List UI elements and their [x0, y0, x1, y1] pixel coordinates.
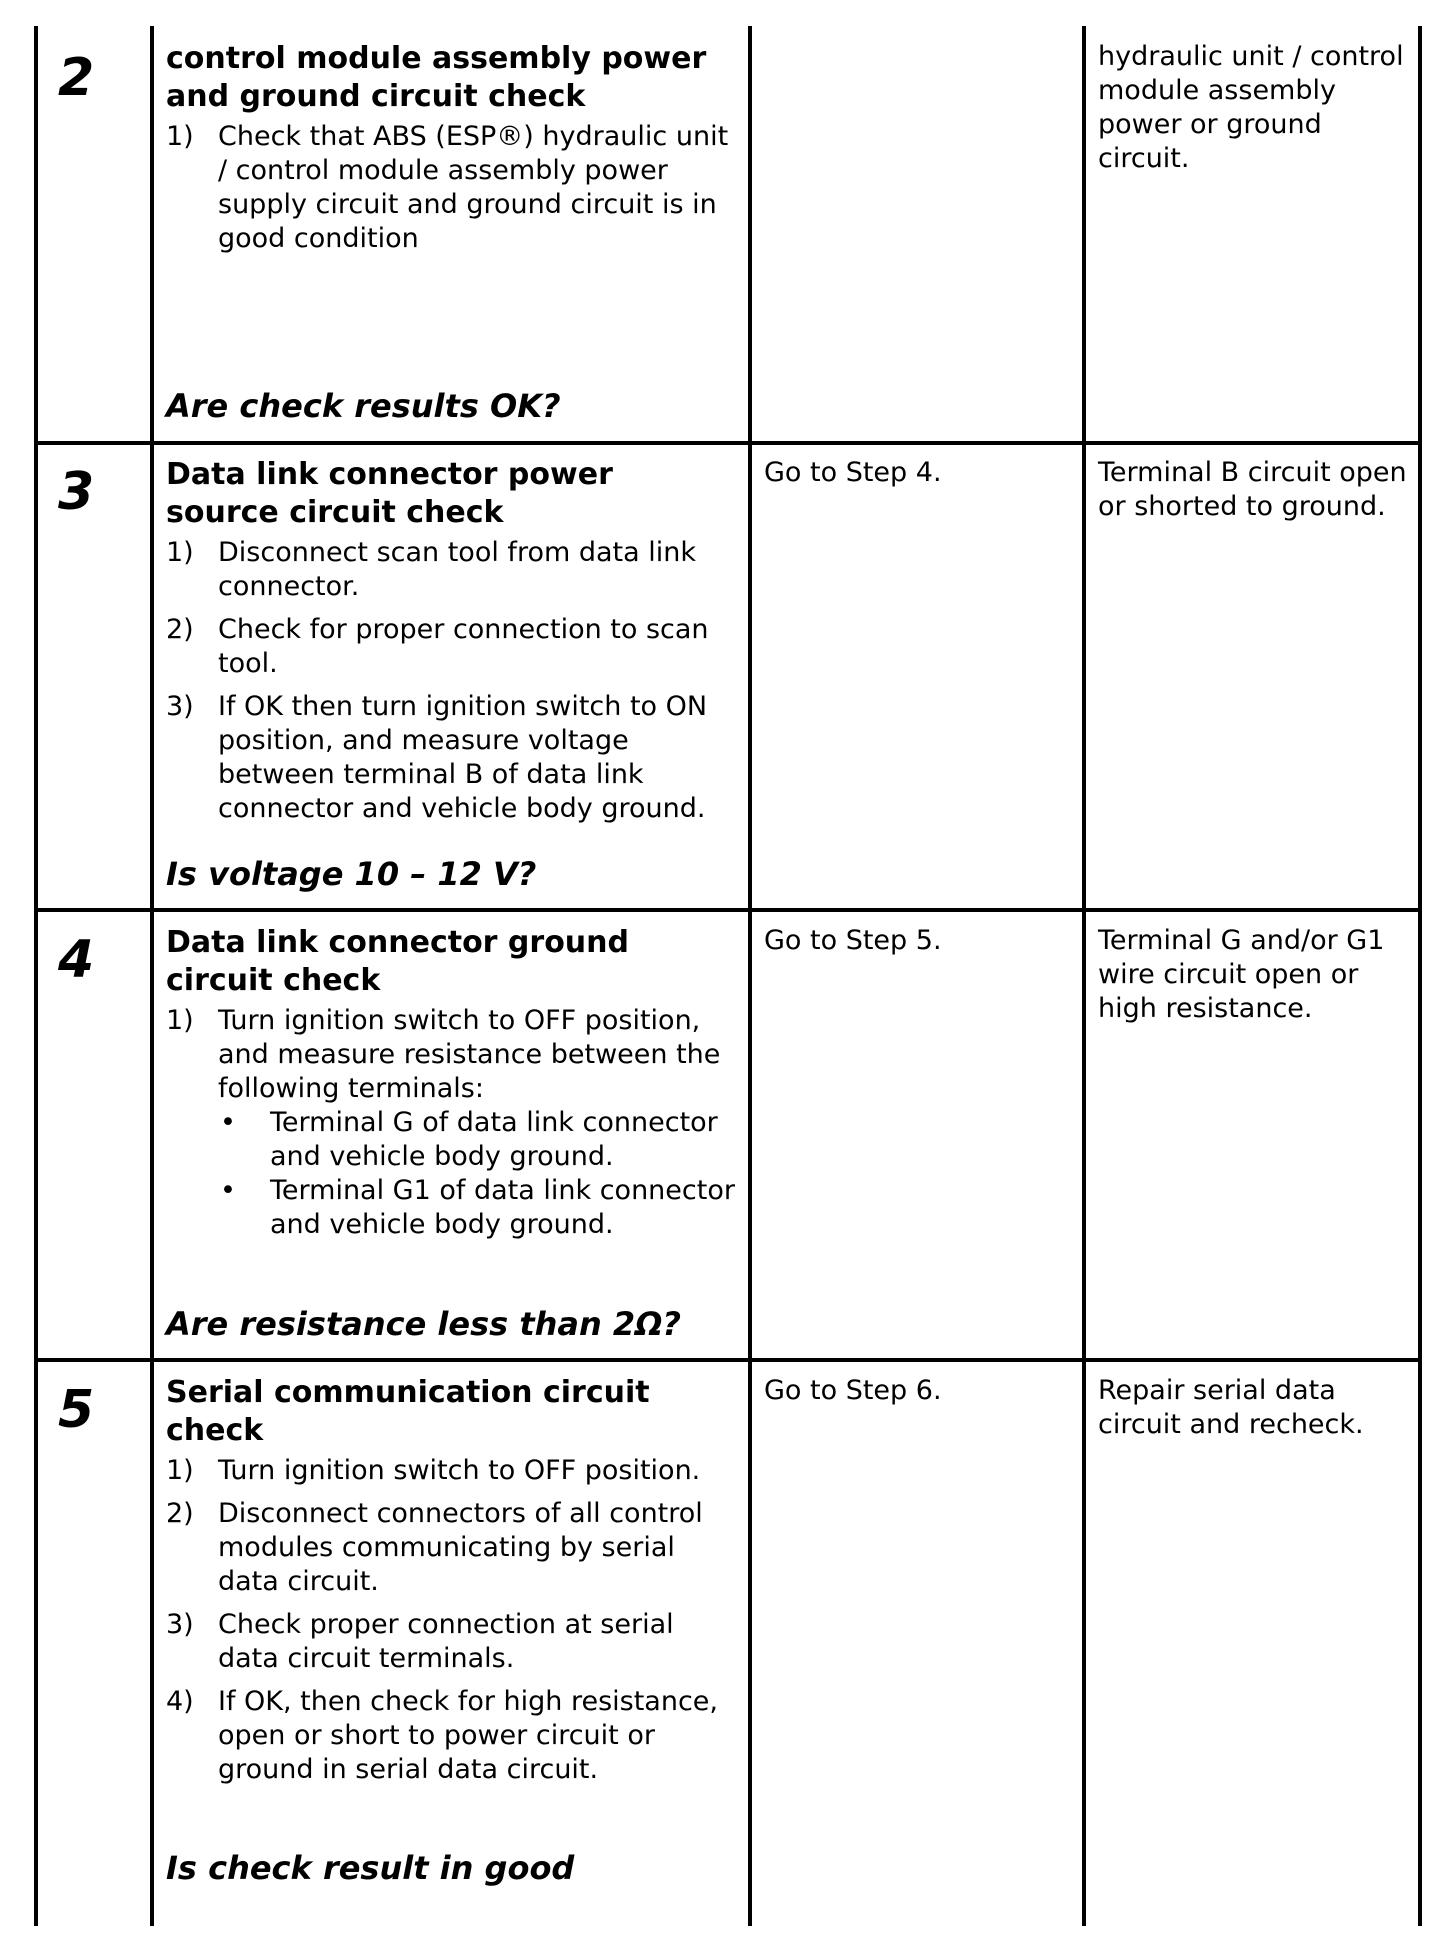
step-number: 5	[58, 1380, 95, 1440]
terminal-item	[218, 1106, 736, 1174]
result-no: Terminal G and/or G1 wire circuit open or high resistance.	[1098, 925, 1385, 1024]
result-yes: Go to Step 6.	[764, 1375, 942, 1406]
result-no: hydraulic unit / control module assembly power or ground circuit.	[1098, 41, 1404, 174]
procedure-item	[166, 613, 736, 681]
procedure-list	[166, 536, 736, 826]
step-procedure	[166, 40, 736, 265]
procedure-item-number: 1)	[166, 1005, 194, 1036]
step-question: Is check result in good	[166, 1849, 575, 1887]
step-question: Is voltage 10 – 12 V?	[166, 855, 537, 893]
terminal-item	[218, 1174, 736, 1242]
procedure-item	[166, 1004, 736, 1242]
procedure-item-text: Turn ignition switch to OFF position, and measure resistance between the following terminals:	[218, 1005, 721, 1104]
bullet-icon: •	[220, 1175, 236, 1206]
procedure-item-text: Check proper connection at serial data circuit terminals.	[218, 1609, 674, 1674]
procedure-item-text: Turn ignition switch to OFF position.	[218, 1455, 701, 1486]
step-procedure	[166, 924, 736, 1251]
result-yes: Go to Step 5.	[764, 925, 942, 956]
step-procedure	[166, 456, 736, 835]
procedure-item-text: Check that ABS (ESP®) hydraulic unit / control module assembly power supply circuit and ground circuit is in good condition	[218, 121, 729, 254]
step-procedure	[166, 1374, 736, 1796]
procedure-item-number: 3)	[166, 1609, 194, 1640]
procedure-list	[166, 1454, 736, 1787]
procedure-item	[166, 690, 736, 826]
step-title: Data link connector power source circuit check	[166, 457, 613, 530]
procedure-item-number: 3)	[166, 691, 194, 722]
procedure-item-number: 1)	[166, 1455, 194, 1486]
procedure-item-number: 1)	[166, 121, 194, 152]
procedure-item-text: Check for proper connection to scan tool.	[218, 614, 709, 679]
result-yes: Go to Step 4.	[764, 457, 942, 488]
step-title: Serial communication circuit check	[166, 1375, 650, 1448]
row-divider-2-3	[34, 441, 1422, 445]
row-divider-4-5	[34, 1358, 1422, 1362]
column-divider-yes	[1082, 26, 1086, 1926]
terminal-item-text: Terminal G1 of data link connector and vehicle body ground.	[270, 1175, 735, 1240]
step-title: Data link connector ground circuit check	[166, 925, 629, 998]
terminal-list	[218, 1106, 736, 1242]
table-border-left	[34, 26, 38, 1926]
procedure-item-number: 1)	[166, 537, 194, 568]
column-divider-step	[150, 26, 154, 1926]
procedure-item-text: Disconnect connectors of all control modules communicating by serial data circuit.	[218, 1498, 703, 1597]
result-no: Terminal B circuit open or shorted to ground.	[1098, 457, 1407, 522]
procedure-list	[166, 120, 736, 256]
step-number: 3	[58, 462, 95, 522]
procedure-item-text: If OK, then check for high resistance, open or short to power circuit or ground in serial data circuit.	[218, 1686, 719, 1785]
procedure-item-number: 4)	[166, 1686, 194, 1717]
result-no: Repair serial data circuit and recheck.	[1098, 1375, 1364, 1440]
step-title: control module assembly power and ground circuit check	[166, 41, 707, 114]
procedure-item-number: 2)	[166, 614, 194, 645]
bullet-icon: •	[220, 1107, 236, 1138]
table-border-right	[1418, 26, 1422, 1926]
procedure-item	[166, 1454, 736, 1488]
step-question: Are resistance less than 2Ω?	[166, 1305, 681, 1343]
procedure-item	[166, 1608, 736, 1676]
procedure-item	[166, 536, 736, 604]
step-number: 4	[58, 930, 95, 990]
step-number: 2	[58, 48, 95, 108]
procedure-item	[166, 1685, 736, 1787]
procedure-item-text: If OK then turn ignition switch to ON position, and measure voltage between terminal B of data link connector and vehicle body ground.	[218, 691, 708, 824]
procedure-item-number: 2)	[166, 1498, 194, 1529]
terminal-item-text: Terminal G of data link connector and vehicle body ground.	[270, 1107, 718, 1172]
row-divider-3-4	[34, 908, 1422, 912]
column-divider-action	[748, 26, 752, 1926]
procedure-item	[166, 120, 736, 256]
procedure-list	[166, 1004, 736, 1242]
procedure-item-text: Disconnect scan tool from data link connector.	[218, 537, 696, 602]
procedure-item	[166, 1497, 736, 1599]
step-question: Are check results OK?	[166, 387, 561, 425]
